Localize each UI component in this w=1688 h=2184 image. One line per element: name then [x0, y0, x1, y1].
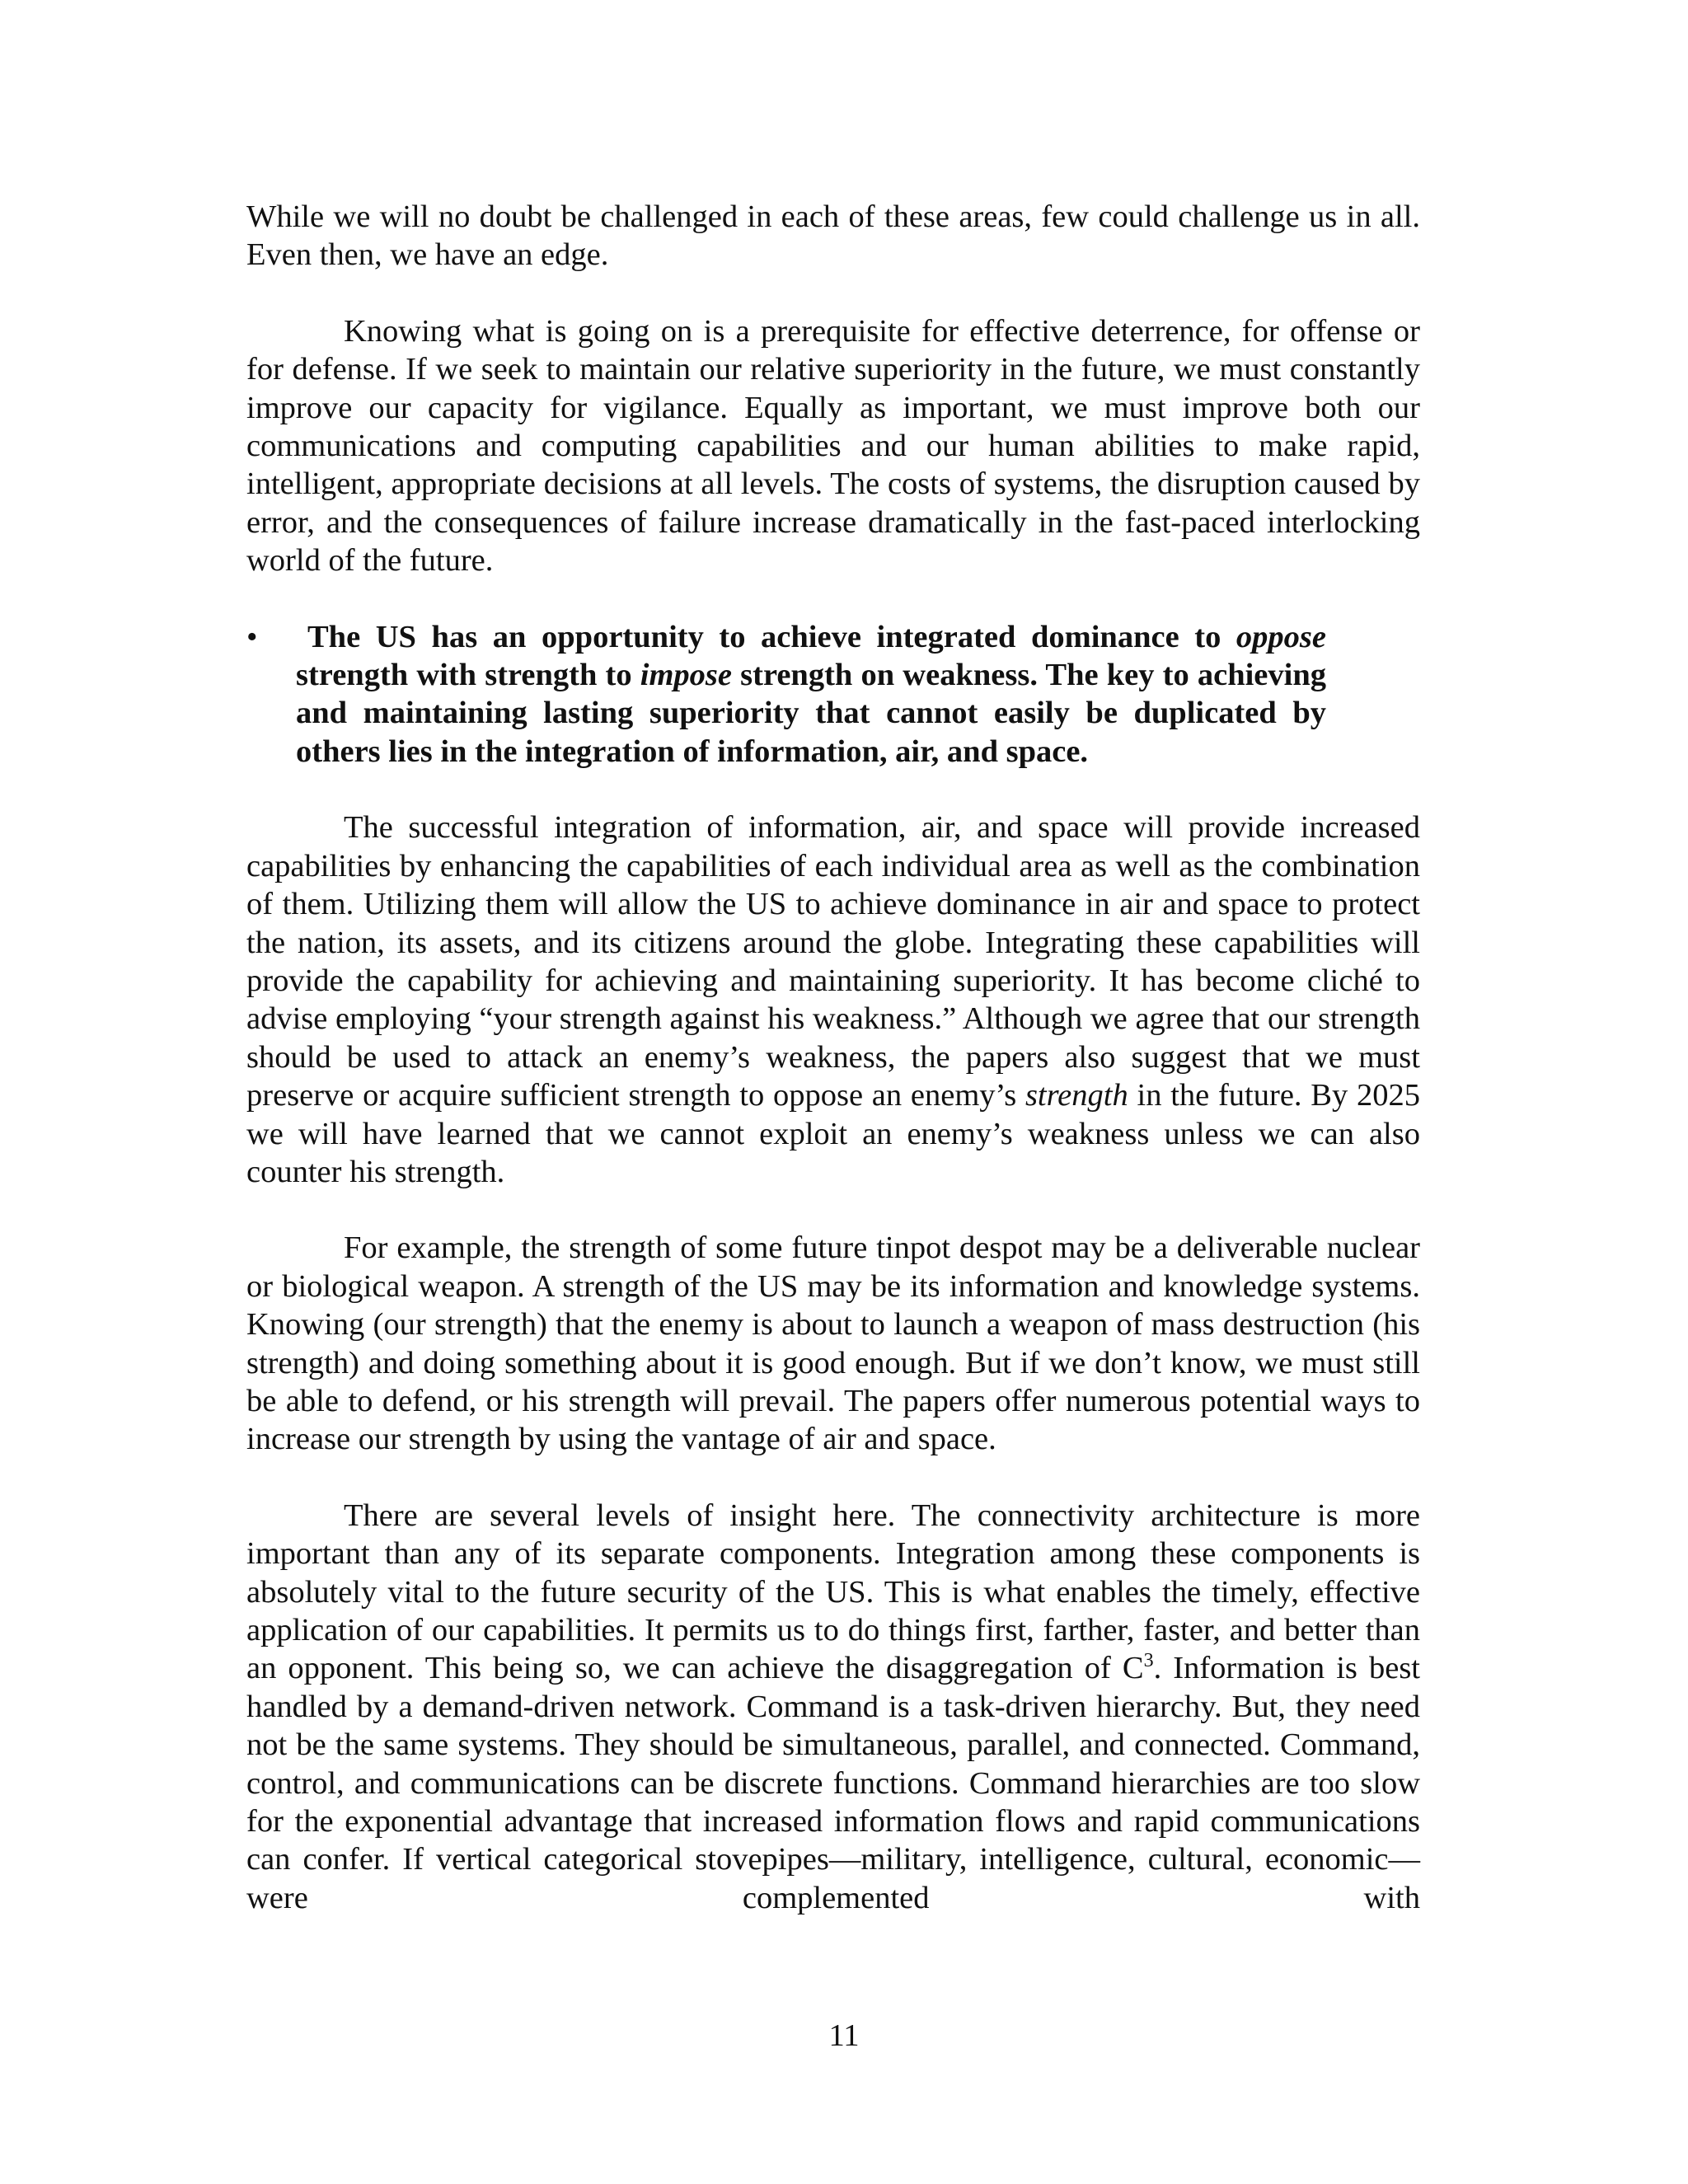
bullet-icon: •: [246, 619, 258, 654]
paragraph-4: For example, the strength of some future tinpot despot may be a deliverable nuclear or biological weapon. A strength of the US may be its information and knowledge systems. Knowing (our strength) that the enemy is about to launch a weapon of mass destruction (his strength) and doing something about it is good enough. But if we don’t know, we must still be able to defend, or his strength will prevail. The papers offer numerous potential ways to increase our strength by using the vantage of air and space.: [246, 1230, 1420, 1457]
paragraph-5-superscript: 3: [1143, 1650, 1154, 1672]
page-body: [246, 198, 1420, 1917]
paragraph-3-emphasis: strength: [1025, 1078, 1128, 1113]
bullet-emphasis-oppose: oppose: [1236, 619, 1326, 654]
bullet-text-a: The US has an opportunity to achieve integrated dominance to: [307, 619, 1236, 654]
paragraph-3: [246, 808, 1420, 1191]
paragraph-5-text-a: There are several levels of insight here. The connectivity architecture is more important than any of its separate components. Integration among these components is absolutely vital to the future security of the US. This is what enables the timely, effective application of our capabilities. It permits us to do things first, farther, faster, and better than an opponent. This being so, we can achieve the disaggregation of C: [246, 1497, 1420, 1686]
paragraph-3-text-a: The successful integration of information, air, and space will provide increased capabilities by enhancing the capabilities of each individual area as well as the combination of them. Utilizing them will allow the US to achieve dominance in air and space to protect the nation, its assets, and its citizens around the globe. Integrating these capabilities will provide the capability for achieving and maintaining superiority. It has become cliché to advise employing “your strength against his weakness.” Although we agree that our strength should be used to attack an enemy’s weakness, the papers also suggest that we must preserve or acquire sufficient strength to oppose an enemy’s: [246, 810, 1420, 1113]
bullet-text-c: strength on weakness. The key to achieving and maintaining lasting superiority that cannot easily be duplicated by others lies in the integration of information, air, and space.: [296, 658, 1326, 769]
page-number: 11: [828, 2018, 860, 2053]
paragraph-2: Knowing what is going on is a prerequisite for effective deterrence, for offense or for defense. If we seek to maintain our relative superiority in the future, we must constantly improve our capacity for vigilance. Equally as important, we must improve both our communications and computing capabilities and our human abilities to make rapid, intelligent, appropriate decisions at all levels. The costs of systems, the disruption caused by error, and the consequences of failure increase dramatically in the fast-paced interlocking world of the future.: [246, 313, 1420, 579]
paragraph-5: [246, 1497, 1420, 1917]
bullet-text-b: strength with strength to: [296, 658, 640, 693]
paragraph-5-text-b: . Information is best handled by a demand-driven network. Command is a task-driven hierarchy. But, they need not be the same systems. They should be simultaneous, parallel, and connected. Command, control, and communications can be discrete functions. Command hierarchies are too slow for the exponential advantage that increased information flows and rapid communications can confer. If vertical categorical stovepipes—military, intelligence, cultural, economic—were complemented with: [246, 1651, 1421, 1915]
paragraph-3-text-b: in the future. By 2025 we will have learned that we cannot exploit an enemy’s weakness unless we can also counter his strength.: [246, 1078, 1420, 1189]
bullet-text: [296, 618, 1326, 771]
bullet-emphasis-impose: impose: [640, 658, 732, 693]
bullet-point: [246, 618, 1326, 771]
paragraph-1: While we will no doubt be challenged in each of these areas, few could challenge us in all. Even then, we have an edge.: [246, 199, 1420, 273]
